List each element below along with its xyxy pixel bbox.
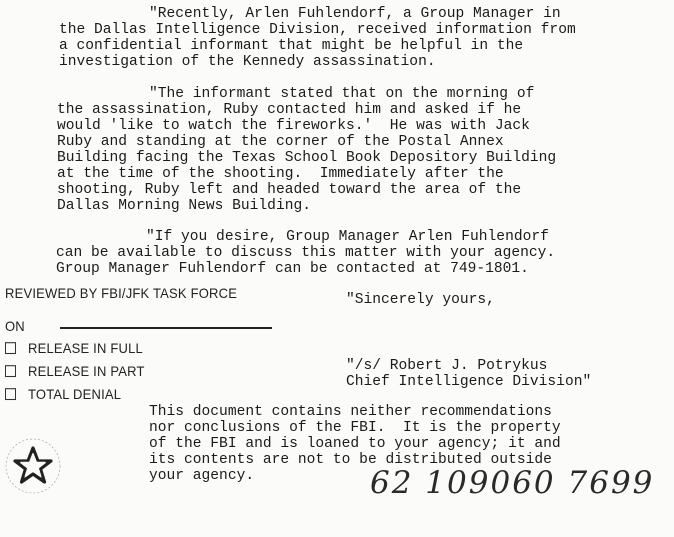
note-line-5: your agency. bbox=[149, 468, 255, 484]
note-line-3: of the FBI and is loaned to your agency; it and bbox=[149, 436, 561, 452]
note-line-1: This document contains neither recommendations bbox=[149, 404, 552, 420]
p2-line-3: would 'like to watch the fireworks.' He was with Jack bbox=[57, 118, 530, 134]
p1-line-1: "Recently, Arlen Fuhlendorf, a Group Manager in bbox=[149, 6, 561, 22]
stamp-date-line bbox=[60, 327, 272, 329]
p2-line-4: Ruby and standing at the corner of the Postal Annex bbox=[57, 134, 504, 150]
stamp-option-total-denial bbox=[5, 386, 121, 402]
handwritten-record-number: 62 109060 7699 bbox=[370, 465, 655, 501]
p3-line-1: "If you desire, Group Manager Arlen Fuhlendorf bbox=[146, 229, 549, 245]
bicentennial-star-seal-icon bbox=[4, 434, 62, 498]
note-line-4: its contents are not to be distributed outside bbox=[149, 452, 552, 468]
p2-line-2: the assassination, Ruby contacted him and asked if he bbox=[57, 102, 522, 118]
stamp-option-release-part bbox=[5, 363, 145, 379]
checkbox-release-part bbox=[5, 365, 16, 377]
p1-line-2: the Dallas Intelligence Division, received information from bbox=[59, 22, 576, 38]
note-line-2: nor conclusions of the FBI. It is the property bbox=[149, 420, 561, 436]
checkbox-total-denial bbox=[5, 388, 16, 400]
signature-name: "/s/ Robert J. Potrykus bbox=[346, 358, 548, 374]
p3-line-2: can be available to discuss this matter with your agency. bbox=[56, 245, 556, 261]
p2-line-6: at the time of the shooting. Immediately after the bbox=[57, 166, 504, 182]
option-label: RELEASE IN PART bbox=[28, 363, 145, 380]
p2-line-8: Dallas Morning News Building. bbox=[57, 198, 311, 214]
stamp-reviewed-by: REVIEWED BY FBI/JFK TASK FORCE bbox=[5, 285, 238, 302]
p2-line-5: Building facing the Texas School Book Depository Building bbox=[57, 150, 557, 166]
checkbox-release-full bbox=[5, 342, 16, 354]
p3-line-3: Group Manager Fuhlendorf can be contacted at 749-1801. bbox=[56, 261, 529, 277]
p1-line-3: a confidential informant that might be helpful in the bbox=[59, 38, 524, 54]
option-label: TOTAL DENIAL bbox=[28, 386, 122, 403]
stamp-on-label: ON bbox=[5, 318, 25, 335]
p2-line-7: shooting, Ruby left and headed toward the area of the bbox=[57, 182, 522, 198]
closing: "Sincerely yours, bbox=[346, 292, 495, 308]
option-label: RELEASE IN FULL bbox=[28, 340, 143, 357]
p1-line-4: investigation of the Kennedy assassination. bbox=[59, 54, 436, 70]
stamp-option-release-full bbox=[5, 340, 143, 356]
signature-title: Chief Intelligence Division" bbox=[346, 374, 592, 390]
p2-line-1: "The informant stated that on the morning of bbox=[149, 86, 535, 102]
